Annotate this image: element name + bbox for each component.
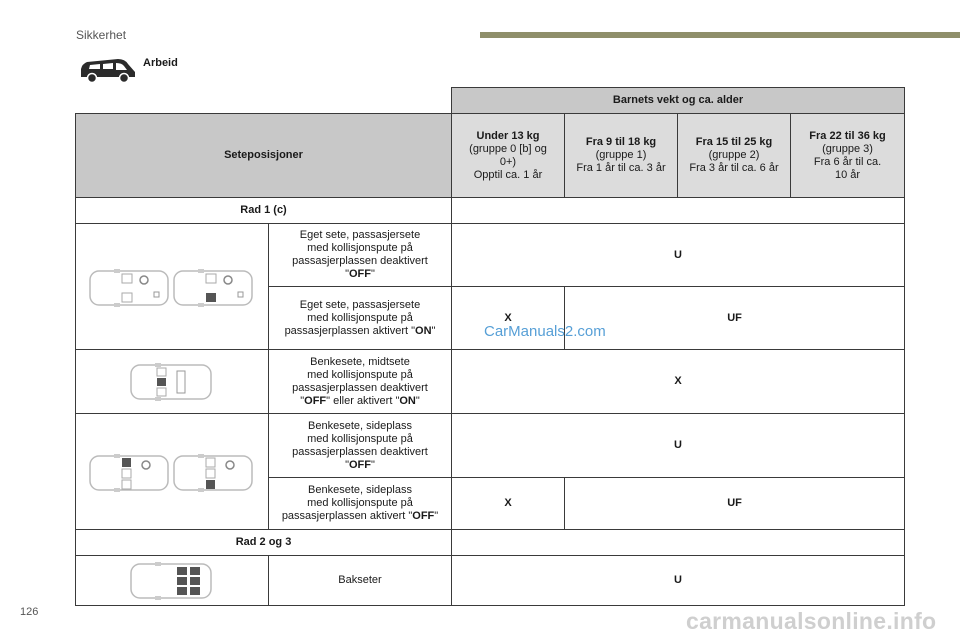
two-car-seat-diagram [87, 262, 257, 312]
rear-seats-diagram [127, 558, 217, 604]
watermark-inline: CarManuals2.com [484, 323, 606, 340]
weight-col-header: Fra 22 til 36 kg (gruppe 3) Fra 6 år til ca. 10 år [791, 114, 905, 198]
two-car-bench-diagram [87, 447, 257, 497]
suitability-symbol: UF [565, 287, 905, 350]
weight-col-header: Fra 15 til 25 kg (gruppe 2) Fra 3 år til ca. 6 år [678, 114, 791, 198]
vehicle-label: Arbeid [143, 57, 178, 69]
page-number: 126 [20, 606, 39, 618]
suitability-symbol: U [452, 224, 905, 287]
suitability-symbol: U [452, 414, 905, 478]
child-seat-table [75, 87, 905, 606]
van-icon [78, 55, 138, 85]
seat-description: Benkesete, sideplass med kollisjonspute på passasjerplassen aktivert "OFF" [269, 478, 452, 530]
weight-col-header: Under 13 kg (gruppe 0 [b] og 0+) Opptil ca. 1 år [452, 114, 565, 198]
seat-description: Benkesete, sideplass med kollisjonspute på passasjerplassen deaktivert "OFF" [269, 414, 452, 478]
seat-diagram-cell [76, 414, 269, 530]
suitability-symbol: UF [565, 478, 905, 530]
bench-seat-diagram [127, 359, 217, 405]
seat-diagram-cell [76, 350, 269, 414]
seat-positions-header: Seteposisjoner [76, 114, 452, 198]
watermark-footer: carmanualsonline.info [686, 608, 937, 634]
header-bar [480, 32, 960, 38]
suitability-symbol: X [452, 478, 565, 530]
section-title: Sikkerhet [76, 28, 127, 42]
seat-description: Eget sete, passasjersete med kollisjonspute på passasjerplassen aktivert "ON" [269, 287, 452, 350]
suitability-symbol: X [452, 350, 905, 414]
suitability-symbol: X [452, 287, 565, 350]
group-header: Barnets vekt og ca. alder [452, 88, 905, 114]
row-group-label: Rad 2 og 3 [76, 530, 452, 556]
weight-col-header: Fra 9 til 18 kg (gruppe 1) Fra 1 år til ca. 3 år [565, 114, 678, 198]
suitability-symbol: U [452, 556, 905, 606]
seat-diagram-cell [76, 556, 269, 606]
seat-diagram-cell [76, 224, 269, 350]
seat-description: Eget sete, passasjersete med kollisjonspute på passasjerplassen deaktivert "OFF" [269, 224, 452, 287]
row-group-label: Rad 1 (c) [76, 198, 452, 224]
seat-description: Benkesete, midtsete med kollisjonspute på passasjerplassen deaktivert "OFF" eller aktivert "ON" [269, 350, 452, 414]
seat-description: Bakseter [269, 556, 452, 606]
